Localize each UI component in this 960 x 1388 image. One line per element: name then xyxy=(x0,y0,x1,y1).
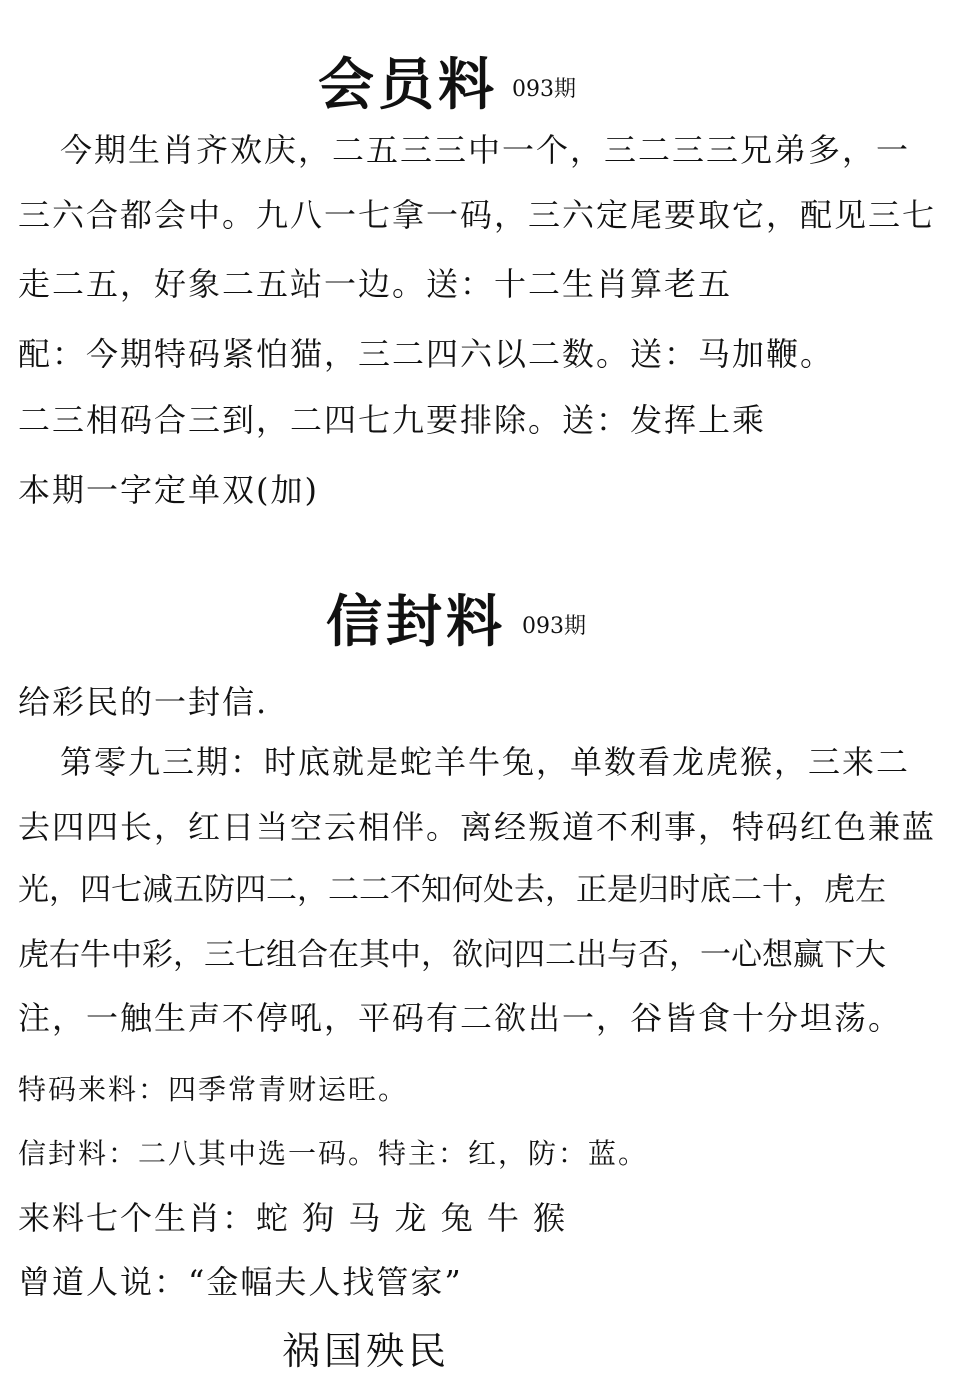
closing-phrase: 祸国殃民 xyxy=(282,1329,451,1373)
section2-extra: 特码来料：四季常青财运旺。 xyxy=(18,1073,409,1106)
section1-issue: 093期 xyxy=(512,77,576,102)
section2-line: 第零九三期：时底就是蛇羊牛兔，单数看龙虎猴，三来二 xyxy=(60,743,911,781)
section2-line: 光，四七减五防四二，二二不知何处去，正是归时底二十，虎左 xyxy=(18,872,886,908)
section2-extra: 曾道人说：“金幅夫人找管家” xyxy=(18,1263,463,1301)
section1-line: 本期一字定单双(加) xyxy=(18,471,319,509)
section2-header xyxy=(0,582,960,662)
section1-line: 今期生肖齐欢庆，二五三三中一个，三二三三兄弟多，一 xyxy=(60,131,911,169)
section1-line: 三六合都会中。九八一七拿一码，三六定尾要取它，配见三七 xyxy=(18,196,937,234)
section2-line: 注，一触生声不停吼，平码有二欲出一，谷皆食十分坦荡。 xyxy=(18,999,903,1037)
section1-header xyxy=(0,45,960,125)
section2-title: 信封料 xyxy=(326,589,506,655)
section2-extra: 来料七个生肖：蛇 狗 马 龙 兔 牛 猴 xyxy=(18,1199,568,1237)
section2-line: 虎右牛中彩，三七组合在其中，欲问四二出与否，一心想赢下大 xyxy=(18,937,886,973)
section1-title: 会员料 xyxy=(318,52,498,118)
section1-line: 二三相码合三到，二四七九要排除。送：发挥上乘 xyxy=(18,401,767,439)
section1-line: 配：今期特码紧怕猫，三二四六以二数。送：马加鞭。 xyxy=(18,335,835,373)
section2-issue: 093期 xyxy=(522,614,586,639)
section2-extra: 信封料：二八其中选一码。特主：红，防：蓝。 xyxy=(18,1137,649,1170)
section2-greeting: 给彩民的一封信. xyxy=(18,683,269,721)
section2-line: 去四四长，红日当空云相伴。离经叛道不利事，特码红色兼蓝 xyxy=(18,808,937,846)
section1-line: 走二五，好象二五站一边。送：十二生肖算老五 xyxy=(18,265,733,303)
